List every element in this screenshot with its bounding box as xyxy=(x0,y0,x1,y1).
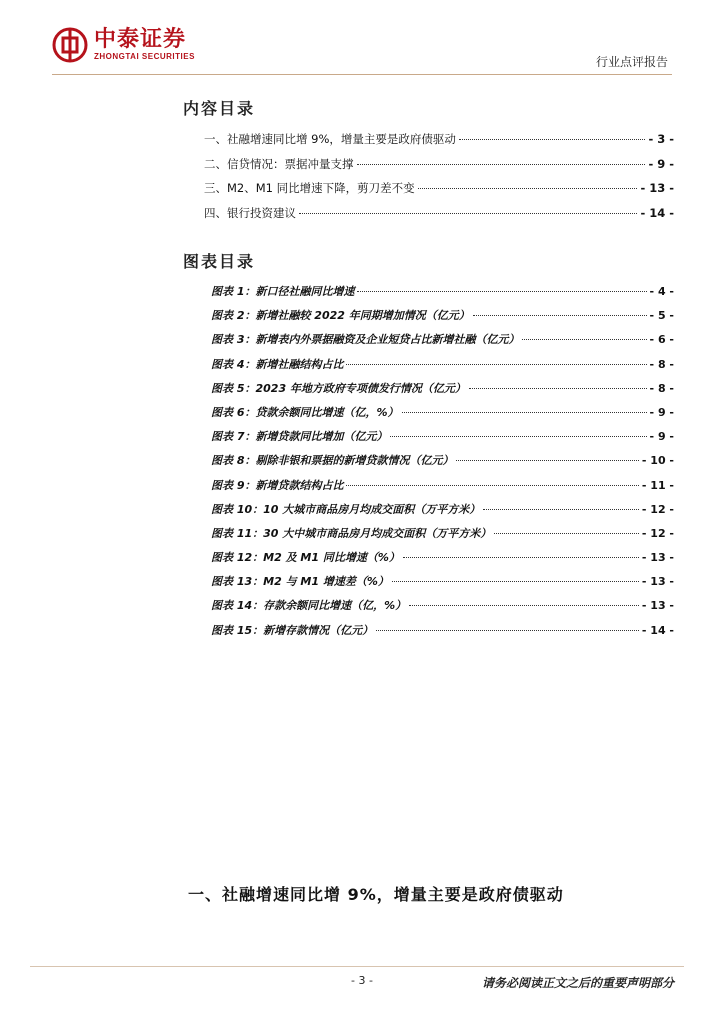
figure-item[interactable] xyxy=(211,428,674,452)
dot-leader xyxy=(346,364,646,365)
figure-item-page: - 12 - xyxy=(641,526,674,540)
figure-item-label: 图表 3：新增表内外票据融资及企业短贷占比新增社融（亿元） xyxy=(211,333,520,347)
figure-item-page: - 13 - xyxy=(641,575,674,589)
figure-item-label: 图表 8：剔除非银和票据的新增贷款情况（亿元） xyxy=(211,454,454,468)
dot-leader xyxy=(402,412,647,413)
toc-item-page: - 13 - xyxy=(640,181,674,195)
figure-item[interactable] xyxy=(211,331,674,355)
figure-item[interactable] xyxy=(211,549,674,573)
figure-item[interactable] xyxy=(211,573,674,597)
chapter-heading: 一、社融增速同比增 9%，增量主要是政府债驱动 xyxy=(188,885,564,904)
figure-item-label: 图表 9：新增贷款结构占比 xyxy=(211,478,344,492)
disclaimer-note: 请务必阅读正文之后的重要声明部分 xyxy=(481,976,674,990)
dot-leader xyxy=(483,509,639,510)
toc-item-label: 一、社融增速同比增 9%，增量主要是政府债驱动 xyxy=(204,132,456,146)
page-number: - 3 - xyxy=(351,974,373,987)
figure-item[interactable] xyxy=(211,452,674,476)
toc-item-label: 三、M2、M1 同比增速下降，剪刀差不变 xyxy=(204,181,415,195)
dot-leader xyxy=(376,630,639,631)
figure-item-page: - 11 - xyxy=(641,478,674,492)
figure-item-label: 图表 10：10 大城市商品房月均成交面积（万平方米） xyxy=(211,502,481,516)
dot-leader xyxy=(390,436,646,437)
figure-item[interactable] xyxy=(211,622,674,646)
figure-item-label: 图表 13：M2 与 M1 增速差（%） xyxy=(211,575,389,589)
figures-list xyxy=(211,283,674,646)
figure-item[interactable] xyxy=(211,356,674,380)
dot-leader xyxy=(456,460,638,461)
figure-item-label: 图表 2：新增社融较 2022 年同期增加情况（亿元） xyxy=(211,309,470,323)
figure-item-label: 图表 15：新增存款情况（亿元） xyxy=(211,623,374,637)
figure-item[interactable] xyxy=(211,307,674,331)
toc-item-label: 二、信贷情况：票据冲量支撑 xyxy=(204,156,354,171)
toc-item-page: - 14 - xyxy=(640,205,674,220)
figure-item-page: - 13 - xyxy=(641,599,674,613)
dot-leader xyxy=(403,557,639,558)
figure-item-label: 图表 1：新口径社融同比增速 xyxy=(211,285,355,298)
toc-item[interactable] xyxy=(204,205,674,230)
dot-leader xyxy=(392,581,639,582)
toc-item-page: - 9 - xyxy=(648,156,674,171)
figure-item-page: - 9 - xyxy=(649,430,674,444)
figure-item[interactable] xyxy=(211,597,674,621)
dot-leader xyxy=(473,315,647,316)
logo-chinese-name: 中泰证券 xyxy=(94,27,187,52)
contents-list xyxy=(204,131,674,229)
header-divider xyxy=(52,74,672,75)
footer-divider xyxy=(30,966,684,967)
dot-leader xyxy=(459,139,646,140)
dot-leader xyxy=(409,605,639,606)
report-type-label: 行业点评报告 xyxy=(595,55,668,69)
figure-item[interactable] xyxy=(211,501,674,525)
figure-item-page: - 6 - xyxy=(649,333,674,347)
figure-item[interactable] xyxy=(211,404,674,428)
dot-leader xyxy=(299,213,637,214)
figure-item-page: - 5 - xyxy=(649,309,674,323)
figure-item[interactable] xyxy=(211,525,674,549)
zhongtai-logo-icon xyxy=(52,27,88,63)
figure-item-page: - 8 - xyxy=(649,381,674,395)
company-logo xyxy=(52,27,195,63)
toc-item[interactable] xyxy=(204,156,674,181)
logo-english-name: ZHONGTAI SECURITIES xyxy=(94,52,195,61)
toc-item[interactable] xyxy=(204,131,674,156)
figure-item-label: 图表 14：存款余额同比增速（亿，%） xyxy=(211,599,407,613)
figure-item-page: - 9 - xyxy=(649,405,674,419)
figures-title: 图表目录 xyxy=(183,252,256,271)
figure-item-label: 图表 7：新增贷款同比增加（亿元） xyxy=(211,430,388,444)
figure-item[interactable] xyxy=(211,477,674,501)
toc-item[interactable] xyxy=(204,180,674,205)
page-header xyxy=(0,0,724,80)
dot-leader xyxy=(346,485,638,486)
dot-leader xyxy=(522,339,646,340)
figure-item-label: 图表 11：30 大中城市商品房月均成交面积（万平方米） xyxy=(211,526,492,540)
figure-item-label: 图表 4：新增社融结构占比 xyxy=(211,357,344,371)
figure-item-label: 图表 5：2023 年地方政府专项债发行情况（亿元） xyxy=(211,381,466,395)
figure-item-page: - 13 - xyxy=(641,551,674,565)
figure-item-label: 图表 12：M2 及 M1 同比增速（%） xyxy=(211,551,400,565)
contents-title: 内容目录 xyxy=(183,99,256,118)
figure-item[interactable] xyxy=(211,380,674,404)
figure-item-page: - 8 - xyxy=(649,357,674,371)
figure-item[interactable] xyxy=(211,283,674,307)
dot-leader xyxy=(418,188,638,189)
dot-leader xyxy=(469,388,647,389)
toc-item-label: 四、银行投资建议 xyxy=(204,205,296,220)
dot-leader xyxy=(357,164,646,165)
figure-item-page: - 10 - xyxy=(641,454,674,468)
figure-item-label: 图表 6：贷款余额同比增速（亿，%） xyxy=(211,405,399,419)
figure-item-page: - 4 - xyxy=(649,285,674,298)
dot-leader xyxy=(357,291,646,292)
figure-item-page: - 12 - xyxy=(641,502,674,516)
toc-item-page: - 3 - xyxy=(648,132,674,146)
dot-leader xyxy=(494,533,639,534)
figure-item-page: - 14 - xyxy=(641,623,674,637)
